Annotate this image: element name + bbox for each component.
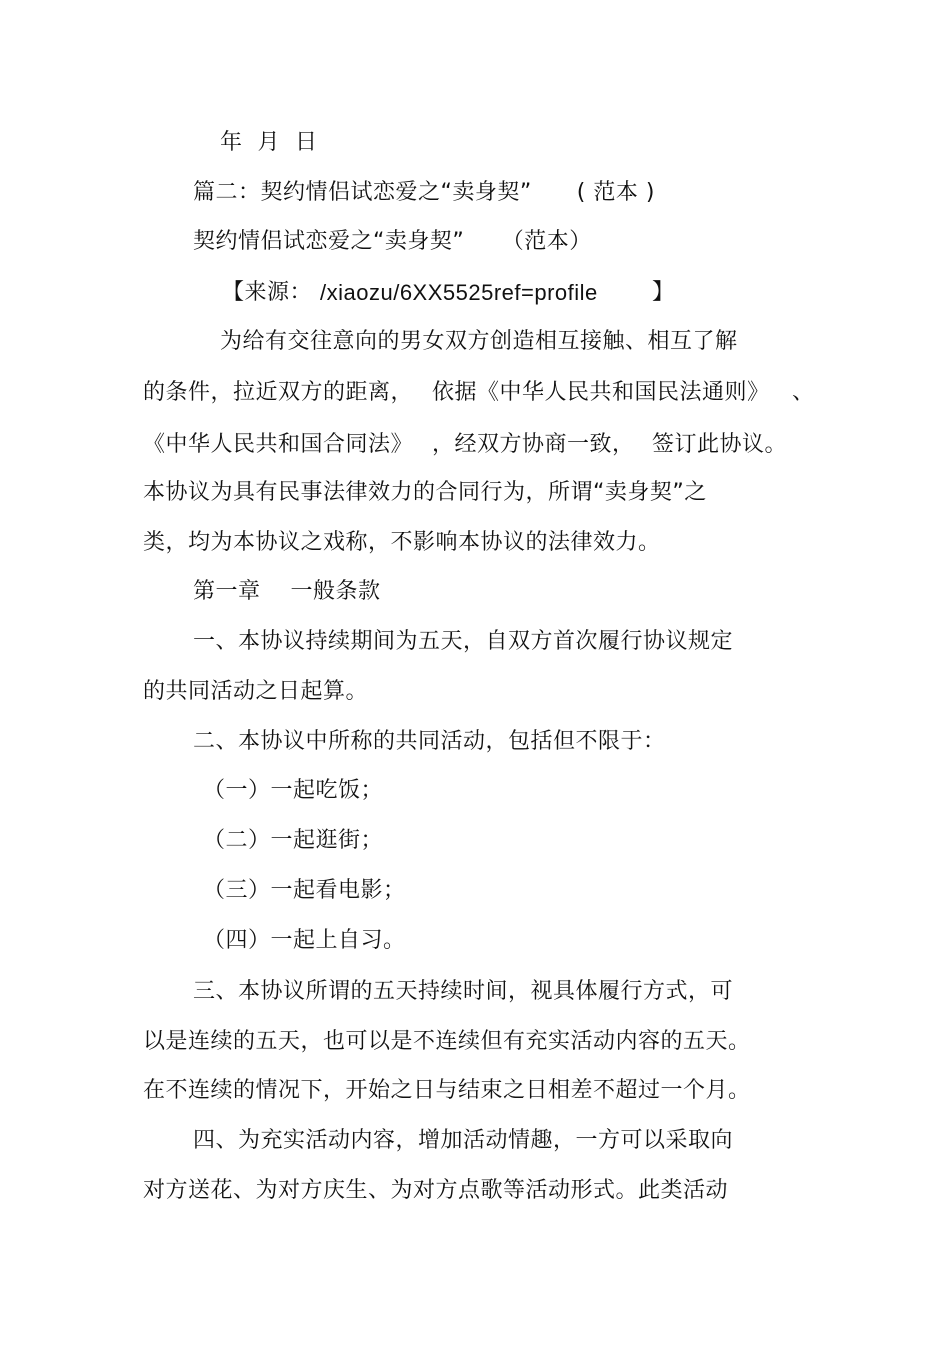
article-3-line-2: 以是连续的五天，也可以是不连续但有充实活动内容的五天。 [143, 1029, 751, 1054]
chapter-heading: 第一章 一般条款 [193, 579, 381, 604]
intro-line-5: 类，均为本协议之戏称，不影响本协议的法律效力。 [143, 530, 661, 555]
intro-line-4: 本协议为具有民事法律效力的合同行为，所谓“卖身契”之 [143, 480, 707, 505]
source-close-bracket: 】 [652, 280, 675, 305]
article-3-line-3: 在不连续的情况下，开始之日与结束之日相差不超过一个月。 [143, 1078, 751, 1103]
article-4-line-1: 四、为充实活动内容，增加活动情趣，一方可以采取向 [193, 1128, 734, 1153]
article-3-line-1: 三、本协议所谓的五天持续时间，视具体履行方式，可 [193, 979, 734, 1004]
source-url: /xiaozu/6XX5525ref=profile [320, 280, 598, 305]
date-line: 年 月 日 [220, 130, 318, 155]
sub-item-2: （二）一起逛街； [203, 828, 384, 853]
article-2-line-1: 二、本协议中所称的共同活动，包括但不限于： [193, 729, 666, 754]
article-4-line-2: 对方送花、为对方庆生、为对方点歌等活动形式。此类活动 [143, 1178, 729, 1203]
sub-item-3: （三）一起看电影； [203, 878, 406, 903]
intro-line-3c: 签订此协议。 [652, 432, 788, 457]
intro-line-2c: 、 [792, 380, 815, 405]
source-open-bracket: 【来源： [222, 280, 313, 305]
section-heading: 篇二：契约情侣试恋爱之“卖身契” ( 范本 ) [193, 180, 655, 205]
intro-line-1: 为给有交往意向的男女双方创造相互接触、相互了解 [220, 329, 738, 354]
article-1-line-1: 一、本协议持续期间为五天，自双方首次履行协议规定 [193, 629, 734, 654]
sub-item-1: （一）一起吃饭； [203, 778, 384, 803]
intro-line-2a: 的条件，拉近双方的距离， [143, 380, 414, 405]
document-title: 契约情侣试恋爱之“卖身契” （范本） [193, 229, 592, 254]
intro-line-3b: ，经双方协商一致， [432, 432, 635, 457]
intro-line-2b: 依据《中华人民共和国民法通则》 [432, 380, 770, 405]
sub-item-4: （四）一起上自习。 [203, 928, 406, 953]
intro-line-3a: 《中华人民共和国合同法》 [143, 432, 414, 457]
article-1-line-2: 的共同活动之日起算。 [143, 679, 369, 704]
